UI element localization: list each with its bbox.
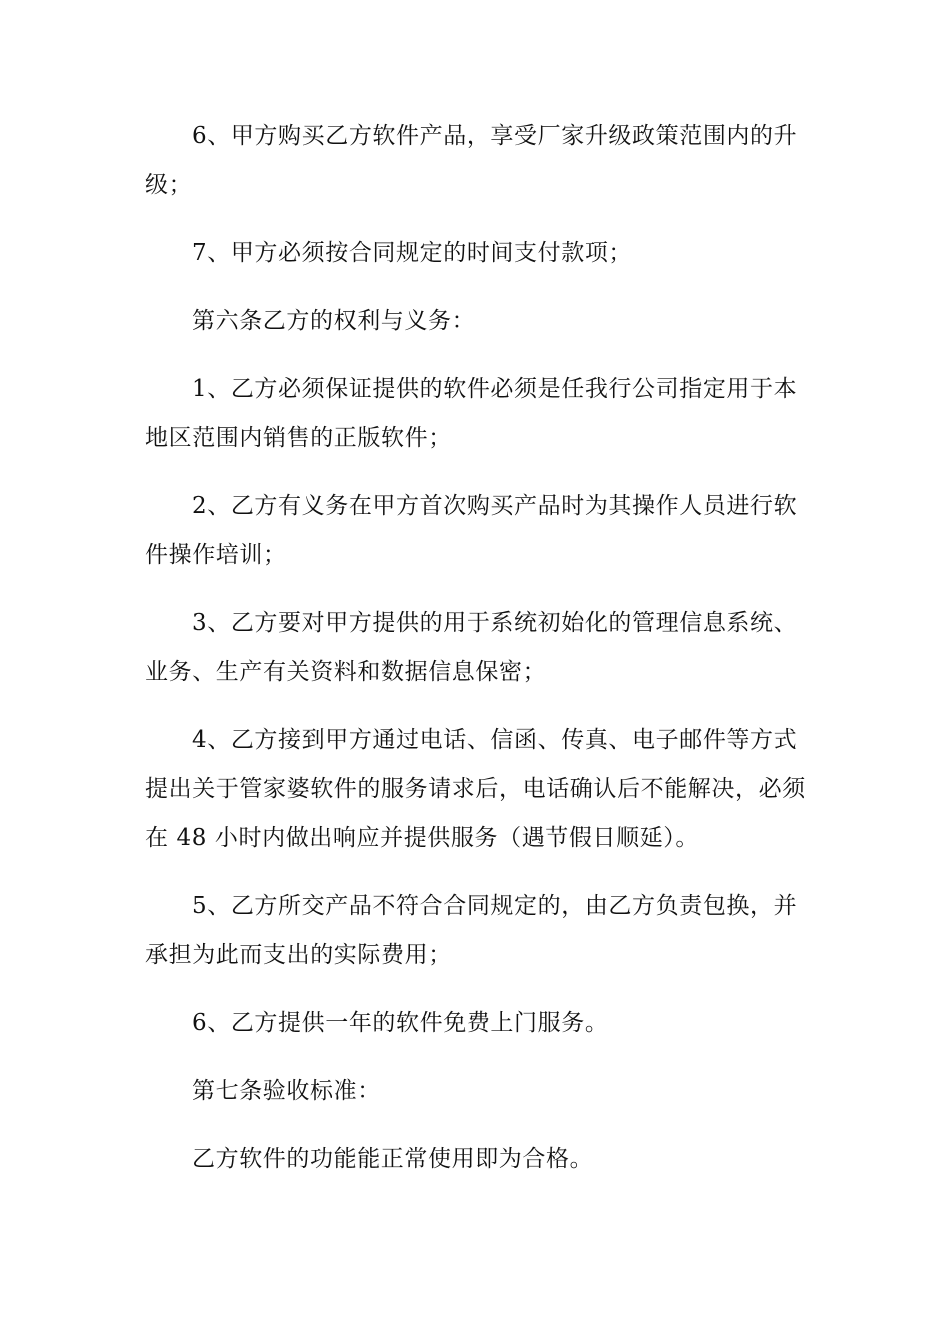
party-b-item-1-line-2: 地区范围内销售的正版软件； bbox=[145, 425, 452, 451]
party-b-item-2-line-2: 件操作培训； bbox=[145, 542, 287, 568]
party-b-item-1-line-1: 1、乙方必须保证提供的软件必须是任我行公司指定用于本 bbox=[192, 376, 798, 402]
section-heading-article-7: 第七条验收标准： bbox=[192, 1078, 381, 1104]
section-heading-article-6: 第六条乙方的权利与义务： bbox=[192, 308, 476, 334]
party-b-item-2-line-1: 2、乙方有义务在甲方首次购买产品时为其操作人员进行软 bbox=[192, 493, 798, 519]
clause-6-line-2: 级； bbox=[145, 172, 193, 198]
party-b-item-4-line-1: 4、乙方接到甲方通过电话、信函、传真、电子邮件等方式 bbox=[192, 727, 798, 753]
party-b-item-3-line-2: 业务、生产有关资料和数据信息保密； bbox=[145, 659, 547, 685]
clause-7-line-1: 7、甲方必须按合同规定的时间支付款项； bbox=[192, 240, 633, 266]
party-b-item-3-line-1: 3、乙方要对甲方提供的用于系统初始化的管理信息系统、 bbox=[192, 610, 798, 636]
party-b-item-4-line-2: 提出关于管家婆软件的服务请求后，电话确认后不能解决，必须 bbox=[145, 776, 806, 802]
party-b-item-4-line-3: 在 48 小时内做出响应并提供服务（遇节假日顺延）。 bbox=[145, 825, 699, 851]
clause-6-line-1: 6、甲方购买乙方软件产品，享受厂家升级政策范围内的升 bbox=[192, 123, 798, 149]
acceptance-standard-text: 乙方软件的功能能正常使用即为合格。 bbox=[192, 1146, 594, 1172]
party-b-item-5-line-1: 5、乙方所交产品不符合合同规定的，由乙方负责包换，并 bbox=[192, 893, 798, 919]
party-b-item-6-line-1: 6、乙方提供一年的软件免费上门服务。 bbox=[192, 1010, 609, 1036]
party-b-item-5-line-2: 承担为此而支出的实际费用； bbox=[145, 942, 452, 968]
